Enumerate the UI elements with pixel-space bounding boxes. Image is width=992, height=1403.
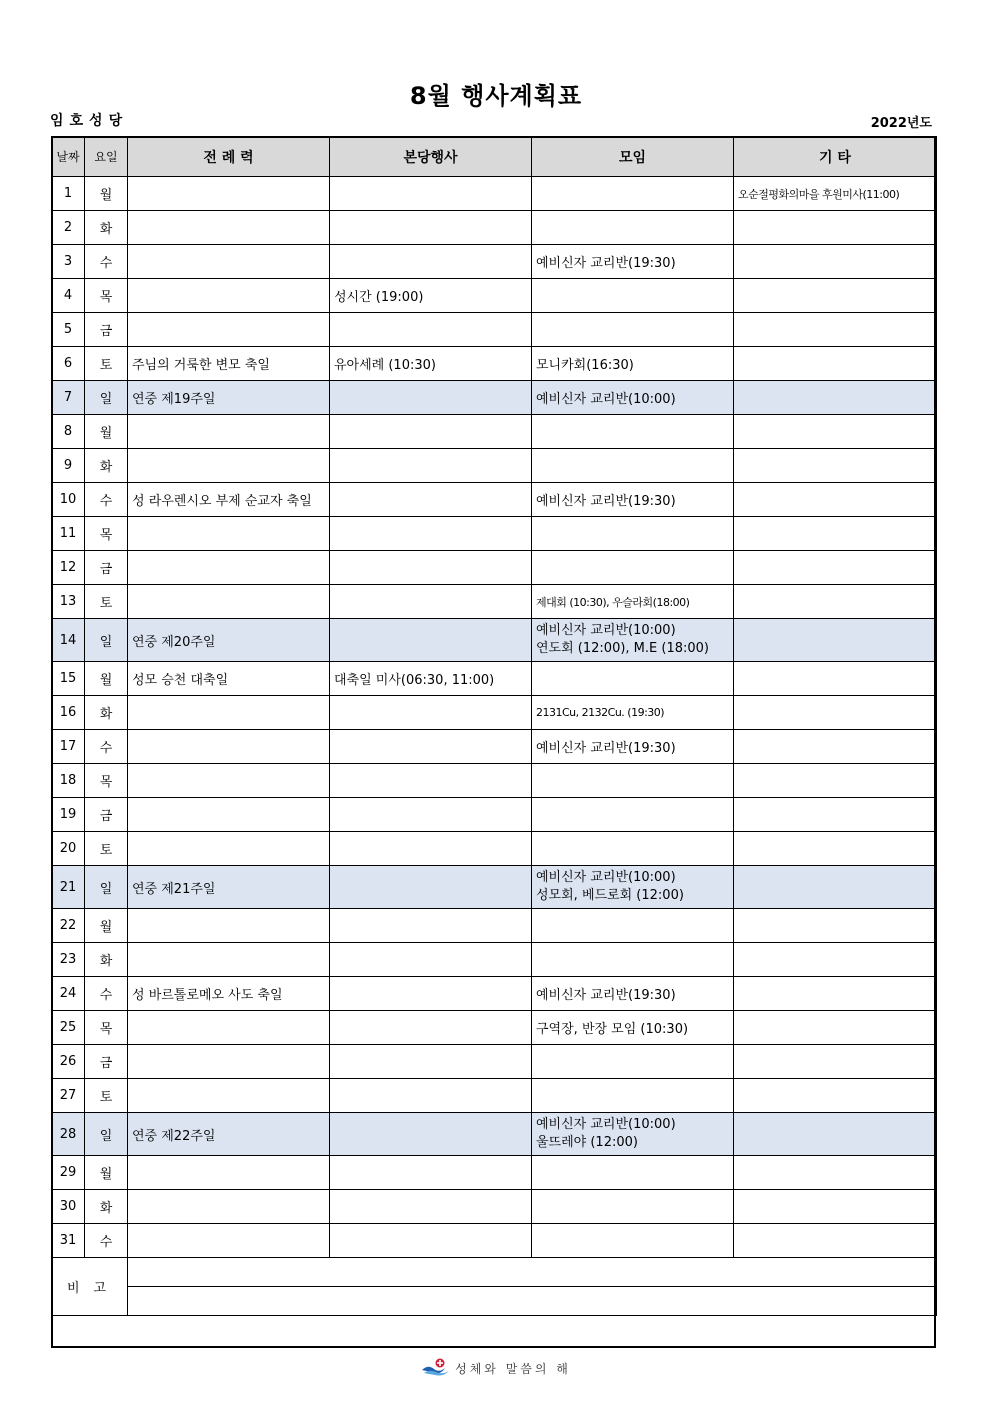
parish-event-cell[interactable] (330, 415, 532, 449)
parish-event-cell[interactable] (330, 1113, 532, 1156)
date-cell[interactable]: 20 (52, 832, 85, 866)
day-cell[interactable]: 화 (85, 1190, 128, 1224)
parish-event-cell[interactable] (330, 449, 532, 483)
liturgy-cell[interactable] (128, 1045, 330, 1079)
liturgy-cell[interactable]: 연중 제21주일 (128, 866, 330, 909)
other-cell[interactable] (734, 866, 937, 909)
year-label: 2022년도 (870, 116, 932, 131)
day-cell[interactable]: 화 (85, 943, 128, 977)
other-cell[interactable] (734, 211, 937, 245)
day-cell[interactable]: 토 (85, 347, 128, 381)
liturgy-cell[interactable] (128, 517, 330, 551)
meeting-cell[interactable] (532, 211, 734, 245)
day-cell[interactable]: 목 (85, 1011, 128, 1045)
meeting-cell[interactable]: 2131Cu, 2132Cu. (19:30) (532, 696, 734, 730)
meeting-cell[interactable]: 예비신자 교리반(19:30) (532, 977, 734, 1011)
parish-event-cell[interactable] (330, 764, 532, 798)
table-row (52, 909, 937, 943)
day-cell[interactable]: 수 (85, 977, 128, 1011)
date-cell[interactable]: 13 (52, 585, 85, 619)
other-cell[interactable] (734, 943, 937, 977)
meeting-cell[interactable] (532, 943, 734, 977)
date-cell[interactable]: 21 (52, 866, 85, 909)
meeting-line: 연도회 (12:00), M.E (18:00) (536, 641, 709, 656)
parish-event-cell[interactable]: 유아세례 (10:30) (330, 347, 532, 381)
parish-event-cell[interactable] (330, 943, 532, 977)
table-row (52, 1045, 937, 1079)
date-cell[interactable]: 30 (52, 1190, 85, 1224)
table-row (52, 943, 937, 977)
liturgy-cell[interactable] (128, 313, 330, 347)
day-cell[interactable]: 월 (85, 909, 128, 943)
note-row (52, 1258, 937, 1287)
day-cell[interactable]: 토 (85, 1079, 128, 1113)
other-cell[interactable] (734, 832, 937, 866)
col-header-liturgy: 전 례 력 (128, 137, 330, 177)
other-cell[interactable] (734, 619, 937, 662)
meeting-cell[interactable] (532, 1079, 734, 1113)
other-cell[interactable] (734, 381, 937, 415)
parish-event-cell[interactable]: 대축일 미사(06:30, 11:00) (330, 662, 532, 696)
meeting-cell[interactable] (532, 415, 734, 449)
other-cell[interactable] (734, 696, 937, 730)
table-row (52, 619, 937, 662)
meeting-cell[interactable] (532, 279, 734, 313)
other-cell[interactable] (734, 279, 937, 313)
note-label: 비고 (52, 1258, 128, 1316)
other-cell[interactable] (734, 313, 937, 347)
date-cell[interactable]: 24 (52, 977, 85, 1011)
liturgy-cell[interactable]: 연중 제22주일 (128, 1113, 330, 1156)
liturgy-cell[interactable] (128, 415, 330, 449)
date-cell[interactable]: 11 (52, 517, 85, 551)
day-cell[interactable]: 월 (85, 177, 128, 211)
day-cell[interactable]: 목 (85, 279, 128, 313)
date-cell[interactable]: 1 (52, 177, 85, 211)
other-cell[interactable]: 오순절평화의마을 후원미사(11:00) (734, 177, 937, 211)
day-cell[interactable]: 토 (85, 832, 128, 866)
liturgy-cell[interactable] (128, 1079, 330, 1113)
date-cell[interactable]: 29 (52, 1156, 85, 1190)
parish-event-cell[interactable] (330, 483, 532, 517)
parish-event-cell[interactable] (330, 211, 532, 245)
page-title: 8월 행사계획표 (409, 82, 583, 110)
parish-event-cell[interactable] (330, 1190, 532, 1224)
footer (0, 1358, 992, 1379)
table-row (52, 449, 937, 483)
meeting-cell[interactable] (532, 619, 734, 662)
other-cell[interactable] (734, 347, 937, 381)
table-row (52, 866, 937, 909)
date-cell[interactable]: 22 (52, 909, 85, 943)
liturgy-cell[interactable] (128, 1156, 330, 1190)
meeting-cell[interactable] (532, 551, 734, 585)
date-cell[interactable]: 17 (52, 730, 85, 764)
meeting-cell[interactable] (532, 517, 734, 551)
meeting-cell[interactable] (532, 1224, 734, 1258)
day-cell[interactable]: 금 (85, 551, 128, 585)
meeting-line: 성모회, 베드로회 (12:00) (536, 888, 684, 903)
day-cell[interactable]: 화 (85, 211, 128, 245)
col-header-meeting: 모임 (532, 137, 734, 177)
table-row (52, 483, 937, 517)
table-row (52, 1156, 937, 1190)
parish-event-cell[interactable] (330, 313, 532, 347)
schedule-table (51, 136, 937, 1316)
other-cell[interactable] (734, 585, 937, 619)
liturgy-cell[interactable] (128, 551, 330, 585)
parish-event-cell[interactable] (330, 517, 532, 551)
table-row (52, 347, 937, 381)
table-row (52, 798, 937, 832)
table-row (52, 1079, 937, 1113)
table-row (52, 832, 937, 866)
meeting-cell[interactable] (532, 313, 734, 347)
meeting-cell[interactable] (532, 1190, 734, 1224)
table-row (52, 245, 937, 279)
meeting-cell[interactable]: 예비신자 교리반(19:30) (532, 245, 734, 279)
day-cell[interactable]: 수 (85, 483, 128, 517)
day-cell[interactable]: 금 (85, 313, 128, 347)
liturgy-cell[interactable] (128, 798, 330, 832)
table-row (52, 415, 937, 449)
parish-event-cell[interactable] (330, 798, 532, 832)
other-cell[interactable] (734, 1156, 937, 1190)
date-cell[interactable]: 16 (52, 696, 85, 730)
liturgy-cell[interactable] (128, 730, 330, 764)
parish-name: 임호성당 (50, 113, 129, 129)
date-cell[interactable]: 23 (52, 943, 85, 977)
other-cell[interactable] (734, 1113, 937, 1156)
day-cell[interactable]: 일 (85, 1113, 128, 1156)
date-cell[interactable]: 6 (52, 347, 85, 381)
other-cell[interactable] (734, 483, 937, 517)
parish-event-cell[interactable] (330, 585, 532, 619)
liturgy-cell[interactable]: 성 라우렌시오 부제 순교자 축일 (128, 483, 330, 517)
liturgy-cell[interactable] (128, 764, 330, 798)
parish-event-cell[interactable] (330, 381, 532, 415)
parish-event-cell[interactable] (330, 1011, 532, 1045)
meeting-cell[interactable] (532, 832, 734, 866)
note-line-2[interactable] (128, 1287, 937, 1316)
parish-event-cell[interactable] (330, 977, 532, 1011)
day-cell[interactable]: 금 (85, 1045, 128, 1079)
day-cell[interactable]: 수 (85, 730, 128, 764)
liturgy-cell[interactable]: 성 바르톨로메오 사도 축일 (128, 977, 330, 1011)
schedule-body (52, 177, 937, 1258)
other-cell[interactable] (734, 909, 937, 943)
day-cell[interactable]: 목 (85, 517, 128, 551)
table-row (52, 585, 937, 619)
parish-event-cell[interactable] (330, 866, 532, 909)
liturgy-cell[interactable] (128, 177, 330, 211)
table-row (52, 551, 937, 585)
meeting-cell[interactable] (532, 1156, 734, 1190)
table-row (52, 1190, 937, 1224)
day-cell[interactable]: 일 (85, 866, 128, 909)
date-cell[interactable]: 27 (52, 1079, 85, 1113)
meeting-cell[interactable]: 제대회 (10:30), 우슬라회(18:00) (532, 585, 734, 619)
table-row (52, 696, 937, 730)
meeting-cell[interactable] (532, 866, 734, 909)
meeting-line: 울뜨레야 (12:00) (536, 1135, 638, 1150)
col-header-other: 기 타 (734, 137, 937, 177)
liturgy-cell[interactable] (128, 832, 330, 866)
other-cell[interactable] (734, 977, 937, 1011)
other-cell[interactable] (734, 662, 937, 696)
liturgy-cell[interactable] (128, 943, 330, 977)
table-row (52, 1224, 937, 1258)
date-cell[interactable]: 18 (52, 764, 85, 798)
day-cell[interactable]: 월 (85, 1156, 128, 1190)
day-cell[interactable]: 일 (85, 381, 128, 415)
liturgy-cell[interactable] (128, 211, 330, 245)
other-cell[interactable] (734, 1190, 937, 1224)
parish-event-cell[interactable] (330, 619, 532, 662)
liturgy-cell[interactable]: 성모 승천 대축일 (128, 662, 330, 696)
table-row (52, 662, 937, 696)
day-cell[interactable]: 금 (85, 798, 128, 832)
meeting-cell[interactable] (532, 662, 734, 696)
meeting-line: 예비신자 교리반(10:00) (536, 1117, 676, 1132)
parish-event-cell[interactable] (330, 245, 532, 279)
parish-event-cell[interactable]: 성시간 (19:00) (330, 279, 532, 313)
table-row (52, 517, 937, 551)
parish-event-cell[interactable] (330, 730, 532, 764)
liturgy-cell[interactable] (128, 585, 330, 619)
date-cell[interactable]: 9 (52, 449, 85, 483)
table-row (52, 381, 937, 415)
day-cell[interactable]: 토 (85, 585, 128, 619)
day-cell[interactable]: 일 (85, 619, 128, 662)
meeting-cell[interactable]: 예비신자 교리반(10:00) (532, 381, 734, 415)
parish-event-cell[interactable] (330, 1079, 532, 1113)
other-cell[interactable] (734, 551, 937, 585)
day-cell[interactable]: 화 (85, 449, 128, 483)
date-cell[interactable]: 10 (52, 483, 85, 517)
day-cell[interactable]: 화 (85, 696, 128, 730)
note-line-1[interactable] (128, 1258, 937, 1287)
parish-event-cell[interactable] (330, 1224, 532, 1258)
other-cell[interactable] (734, 1045, 937, 1079)
table-row (52, 977, 937, 1011)
liturgy-cell[interactable] (128, 1190, 330, 1224)
parish-event-cell[interactable] (330, 832, 532, 866)
liturgy-cell[interactable] (128, 696, 330, 730)
header-row (52, 137, 937, 177)
other-cell[interactable] (734, 1011, 937, 1045)
table-row (52, 1011, 937, 1045)
meeting-cell[interactable] (532, 449, 734, 483)
other-cell[interactable] (734, 1079, 937, 1113)
liturgy-cell[interactable] (128, 909, 330, 943)
parish-event-cell[interactable] (330, 177, 532, 211)
date-cell[interactable]: 26 (52, 1045, 85, 1079)
table-row (52, 1113, 937, 1156)
meeting-cell[interactable] (532, 1045, 734, 1079)
date-cell[interactable]: 4 (52, 279, 85, 313)
other-cell[interactable] (734, 764, 937, 798)
col-header-parish-event: 본당행사 (330, 137, 532, 177)
liturgy-cell[interactable]: 주님의 거룩한 변모 축일 (128, 347, 330, 381)
other-cell[interactable] (734, 245, 937, 279)
meeting-cell[interactable] (532, 909, 734, 943)
liturgy-cell[interactable]: 연중 제19주일 (128, 381, 330, 415)
parish-event-cell[interactable] (330, 696, 532, 730)
date-cell[interactable]: 19 (52, 798, 85, 832)
date-cell[interactable]: 12 (52, 551, 85, 585)
liturgy-cell[interactable] (128, 245, 330, 279)
date-cell[interactable]: 2 (52, 211, 85, 245)
meeting-cell[interactable]: 구역장, 반장 모임 (10:30) (532, 1011, 734, 1045)
day-cell[interactable]: 목 (85, 764, 128, 798)
parish-event-cell[interactable] (330, 909, 532, 943)
date-cell[interactable]: 3 (52, 245, 85, 279)
day-cell[interactable]: 수 (85, 1224, 128, 1258)
date-cell[interactable]: 7 (52, 381, 85, 415)
other-cell[interactable] (734, 1224, 937, 1258)
note-row-2 (52, 1287, 937, 1316)
table-row (52, 730, 937, 764)
table-row (52, 177, 937, 211)
date-cell[interactable]: 5 (52, 313, 85, 347)
meeting-line: 예비신자 교리반(10:00) (536, 870, 676, 885)
footer-text: 성체와 말씀의 해 (455, 1362, 571, 1376)
col-header-date: 날짜 (52, 137, 85, 177)
table-row (52, 313, 937, 347)
liturgy-cell[interactable] (128, 1224, 330, 1258)
table-row (52, 279, 937, 313)
other-cell[interactable] (734, 449, 937, 483)
parish-event-cell[interactable] (330, 551, 532, 585)
wave-cross-logo-icon (421, 1358, 451, 1379)
table-row (52, 211, 937, 245)
meeting-cell[interactable] (532, 798, 734, 832)
date-cell[interactable]: 25 (52, 1011, 85, 1045)
liturgy-cell[interactable] (128, 1011, 330, 1045)
date-cell[interactable]: 8 (52, 415, 85, 449)
liturgy-cell[interactable]: 연중 제20주일 (128, 619, 330, 662)
liturgy-cell[interactable] (128, 449, 330, 483)
date-cell[interactable]: 14 (52, 619, 85, 662)
parish-event-cell[interactable] (330, 1156, 532, 1190)
meeting-cell[interactable] (532, 177, 734, 211)
meeting-cell[interactable]: 모니카회(16:30) (532, 347, 734, 381)
date-cell[interactable]: 28 (52, 1113, 85, 1156)
date-cell[interactable]: 31 (52, 1224, 85, 1258)
parish-event-cell[interactable] (330, 1045, 532, 1079)
meeting-cell[interactable]: 예비신자 교리반(19:30) (532, 730, 734, 764)
col-header-day: 요일 (85, 137, 128, 177)
day-cell[interactable]: 수 (85, 245, 128, 279)
meeting-cell[interactable] (532, 764, 734, 798)
table-row (52, 764, 937, 798)
day-cell[interactable]: 월 (85, 415, 128, 449)
meeting-cell[interactable]: 예비신자 교리반(19:30) (532, 483, 734, 517)
other-cell[interactable] (734, 415, 937, 449)
day-cell[interactable]: 월 (85, 662, 128, 696)
other-cell[interactable] (734, 517, 937, 551)
other-cell[interactable] (734, 730, 937, 764)
meeting-cell[interactable] (532, 1113, 734, 1156)
date-cell[interactable]: 15 (52, 662, 85, 696)
liturgy-cell[interactable] (128, 279, 330, 313)
other-cell[interactable] (734, 798, 937, 832)
meeting-line: 예비신자 교리반(10:00) (536, 623, 676, 638)
